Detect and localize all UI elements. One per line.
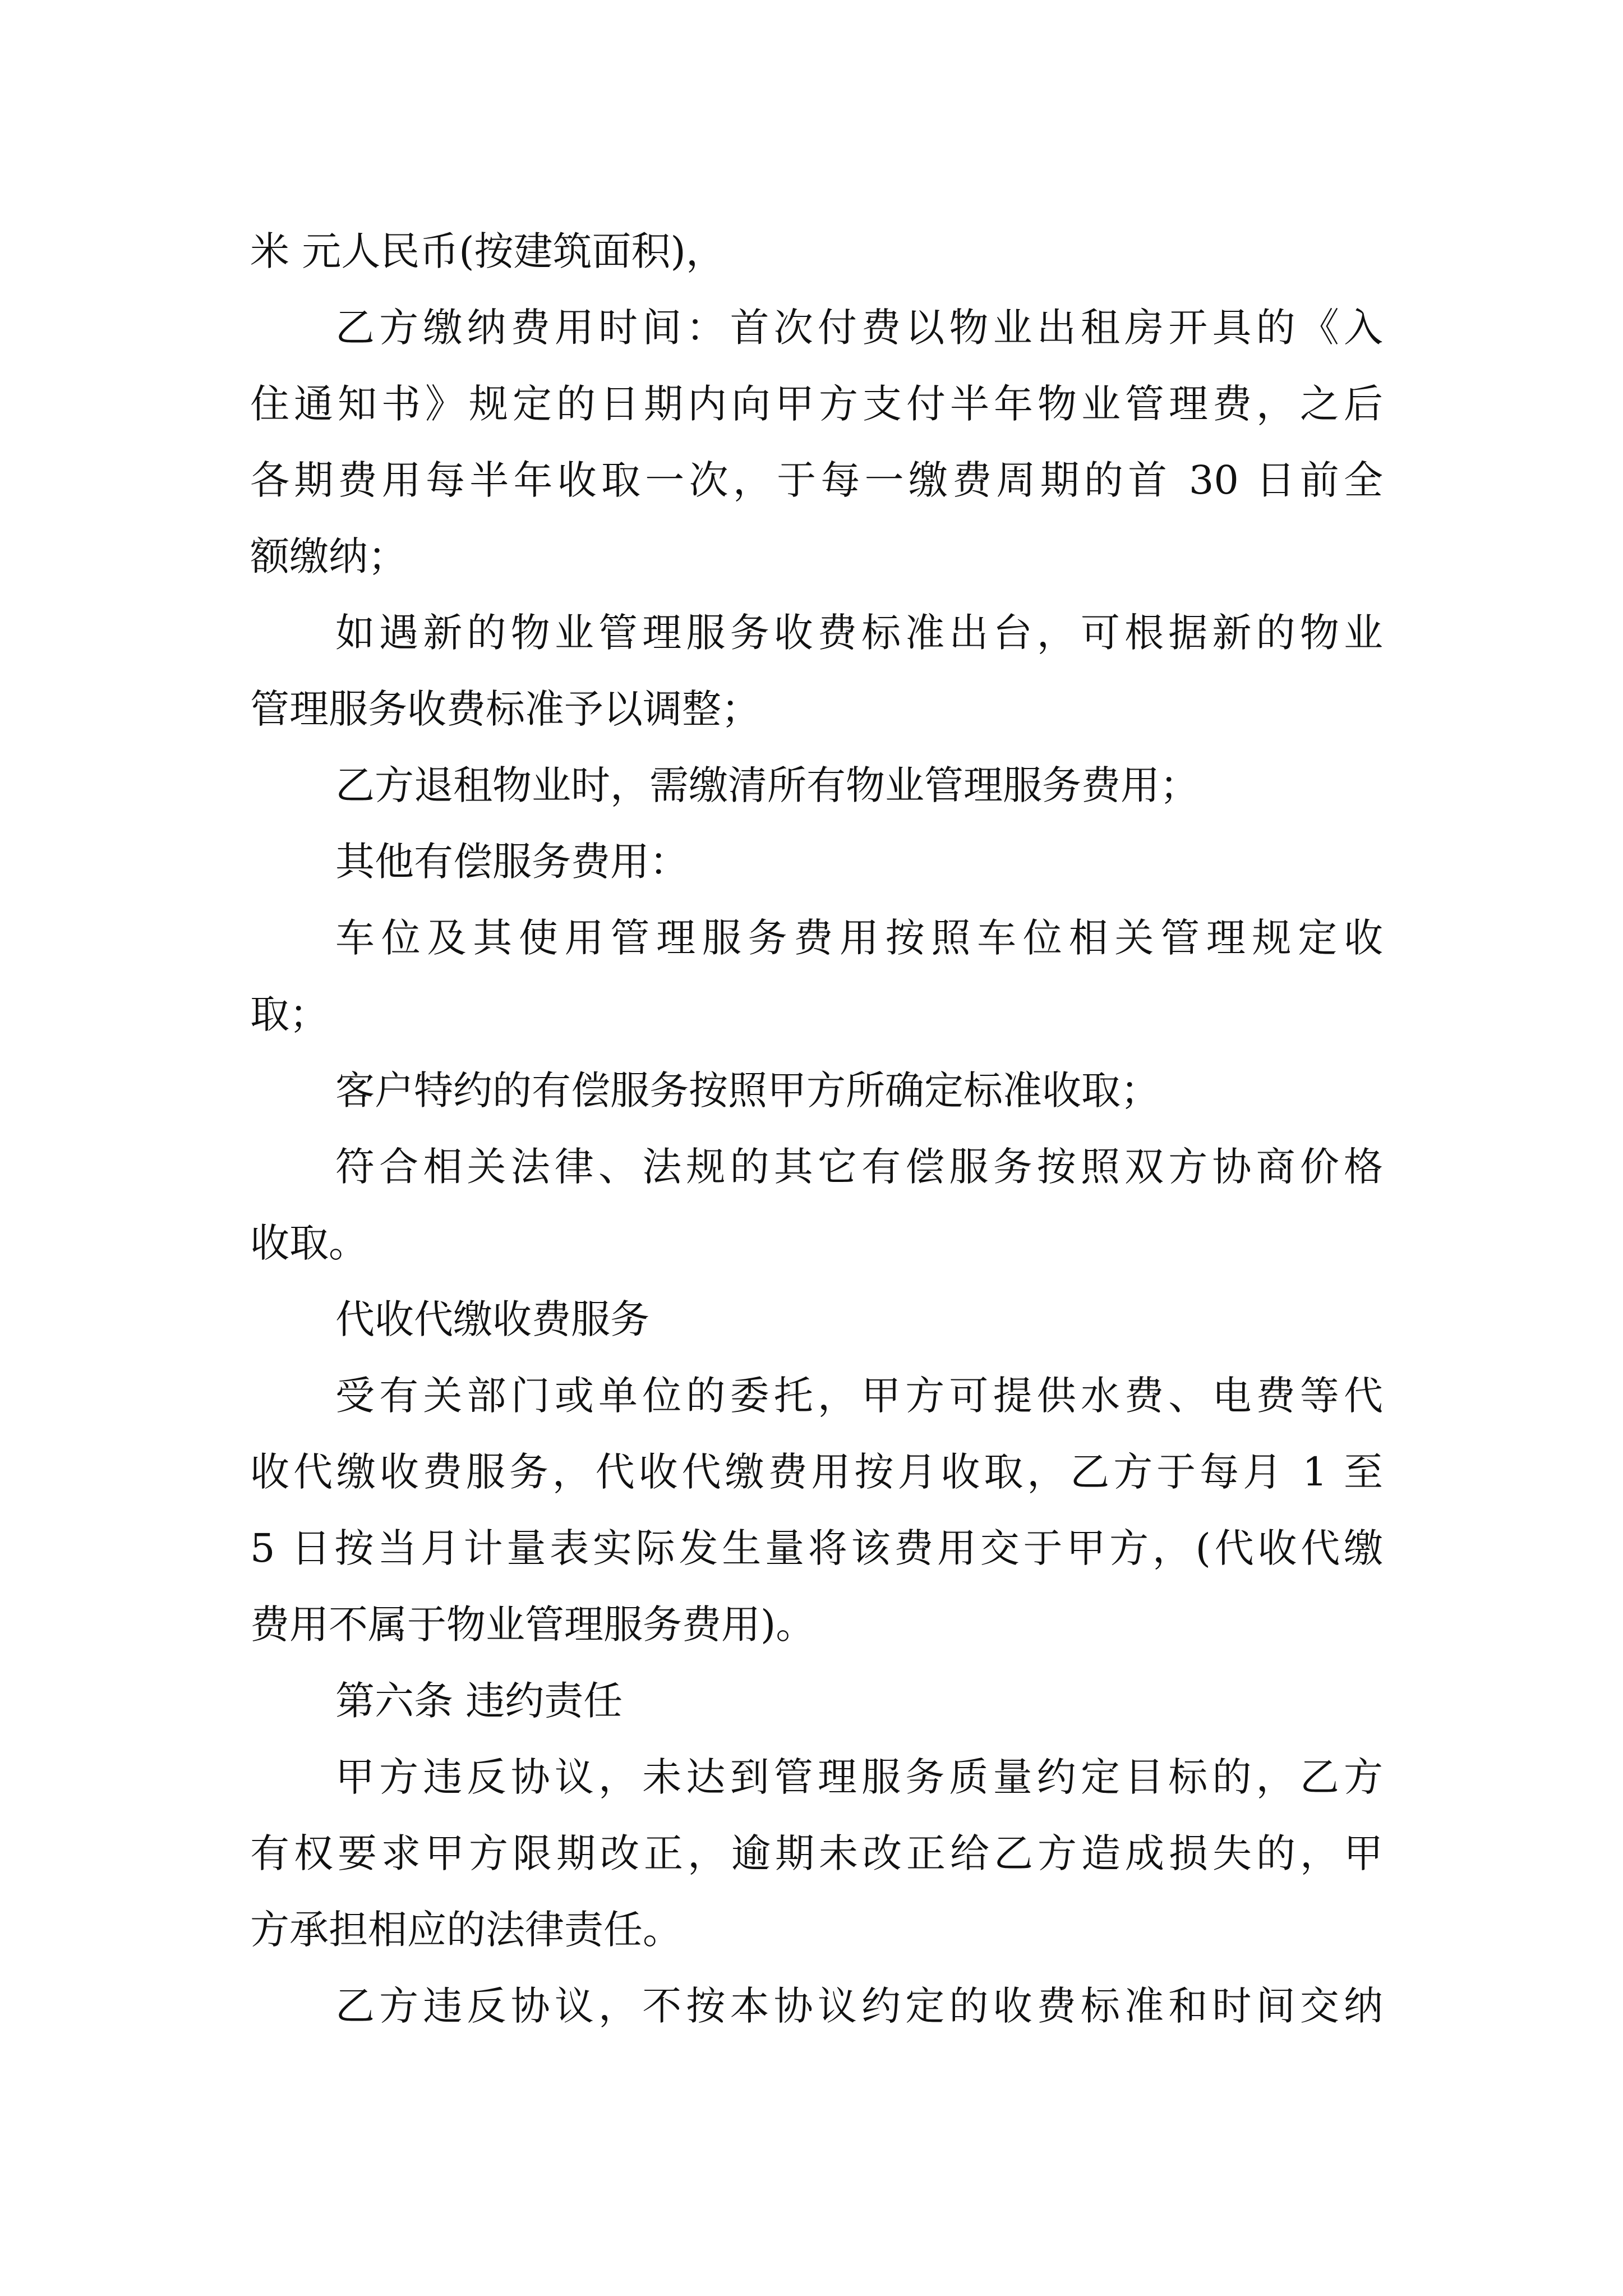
article-heading: 第六条 违约责任	[335, 1678, 623, 1724]
text-line: 收代缴收费服务，代收代缴费用按月收取，乙方于每月 1 至	[250, 1449, 1383, 1495]
paragraph-first-line: 乙方违反协议，不按本协议约定的收费标准和时间交纳	[335, 1983, 1383, 2029]
text-line: 5 日按当月计量表实际发生量将该费用交于甲方，(代收代缴	[250, 1525, 1383, 1571]
text-line: 各期费用每半年收取一次，于每一缴费周期的首 30 日前全	[250, 457, 1383, 503]
paragraph-first-line: 甲方违反协议，未达到管理服务质量约定目标的，乙方	[335, 1754, 1383, 1800]
paragraph-first-line: 符合相关法律、法规的其它有偿服务按照双方协商价格	[335, 1144, 1383, 1190]
text-line: 收取。	[250, 1220, 368, 1266]
paragraph-first-line: 如遇新的物业管理服务收费标准出台，可根据新的物业	[335, 610, 1383, 656]
text-line: 管理服务收费标准予以调整；	[250, 686, 760, 732]
paragraph-first-line: 客户特约的有偿服务按照甲方所确定标准收取；	[335, 1068, 1160, 1114]
paragraph-first-line: 车位及其使用管理服务费用按照车位相关管理规定收	[335, 915, 1383, 961]
text-line: 费用不属于物业管理服务费用)。	[250, 1602, 815, 1648]
text-line: 有权要求甲方限期改正，逾期未改正给乙方造成损失的，甲	[250, 1830, 1383, 1876]
text-line: 方承担相应的法律责任。	[250, 1907, 682, 1953]
text-line: 住通知书》规定的日期内向甲方支付半年物业管理费，之后	[250, 381, 1383, 427]
paragraph-first-line: 受有关部门或单位的委托，甲方可提供水费、电费等代	[335, 1373, 1383, 1419]
text-line: 米 元人民币(按建筑面积)，	[250, 228, 725, 274]
paragraph-first-line: 乙方缴纳费用时间：首次付费以物业出租房开具的《入	[335, 305, 1383, 351]
text-line: 额缴纳；	[250, 533, 407, 579]
paragraph-first-line: 乙方退租物业时，需缴清所有物业管理服务费用；	[335, 762, 1199, 808]
text-line: 取；	[250, 991, 329, 1037]
section-heading: 代收代缴收费服务	[335, 1296, 649, 1342]
paragraph-first-line: 其他有偿服务费用：	[335, 839, 689, 885]
contract-body	[250, 213, 1383, 2044]
